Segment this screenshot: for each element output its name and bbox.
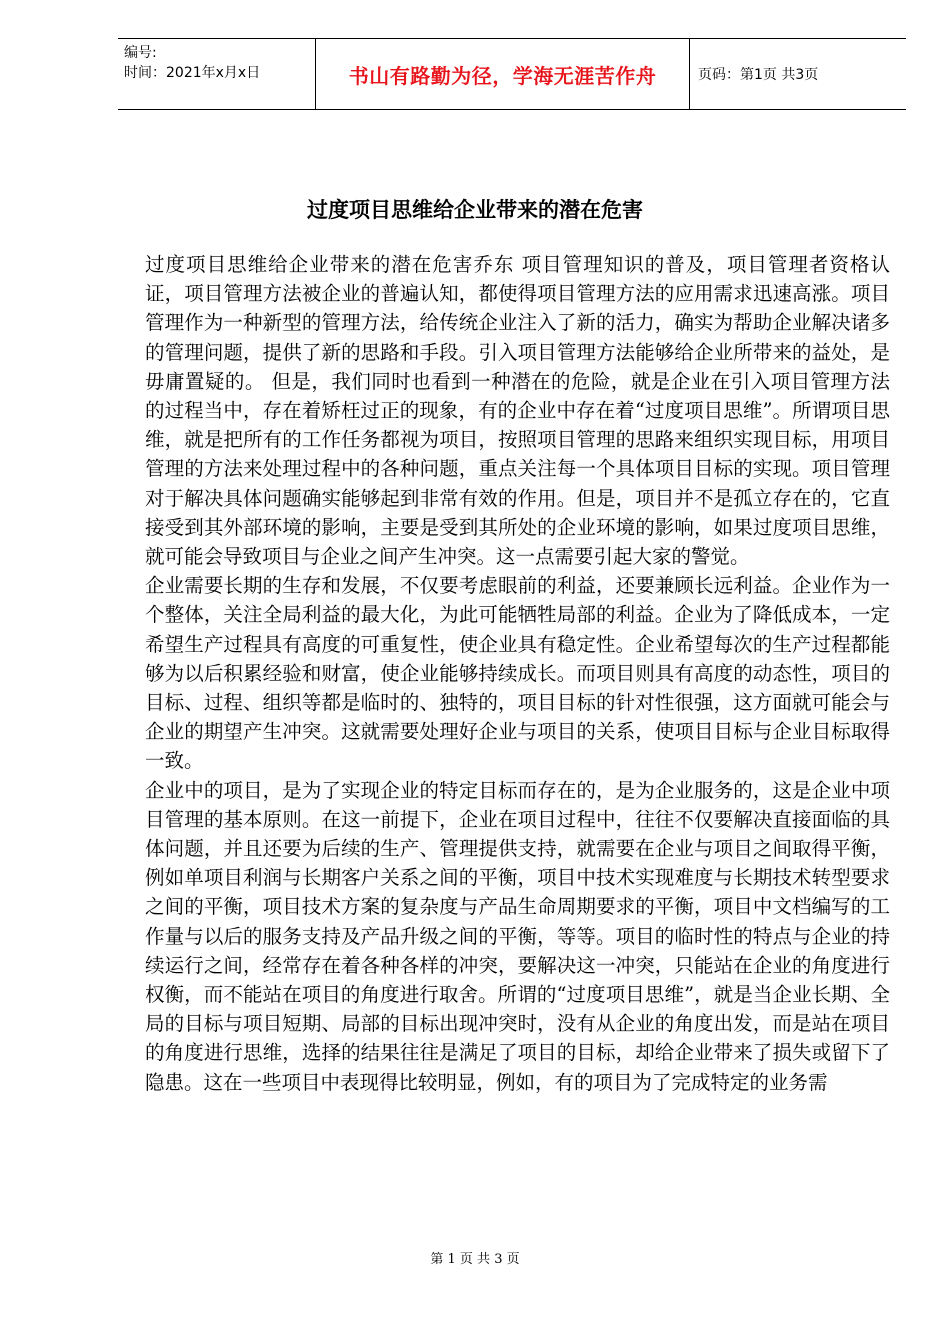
- document-number-label: 编号:: [124, 45, 157, 61]
- header-motto-cell: [316, 39, 690, 109]
- page-footer: 第 1 页 共 3 页: [430, 1252, 520, 1267]
- body-paragraph: 企业需要长期的生存和发展，不仅要考虑眼前的利益，还要兼顾长远利益。企业作为一个整体，关注全局利益的最大化，为此可能牺牲局部的利益。企业为了降低成本，一定希望生产过程具有高度的可重复性，使企业具有稳定性。企业希望每次的生产过程都能够为以后积累经验和财富，使企业能够持续成长。而项目则具有高度的动态性，项目的目标、过程、组织等都是临时的、独特的，项目目标的针对性很强，这方面就可能会与企业的期望产生冲突。这就需要处理好企业与项目的关系，使项目目标与企业目标取得一致。: [145, 574, 890, 773]
- header-table: [118, 38, 906, 110]
- header-motto: 书山有路勤为径，学海无涯苦作舟: [348, 63, 657, 88]
- document-title: 过度项目思维给企业带来的潜在危害: [307, 198, 643, 222]
- body-paragraph: 过度项目思维给企业带来的潜在危害乔东 项目管理知识的普及，项目管理者资格认证，项目管理方法被企业的普遍认知，都使得项目管理方法的应用需求迅速高涨。项目管理作为一种新型的管理方法，给传统企业注入了新的活力，确实为帮助企业解决诸多的管理问题，提供了新的思路和手段。引入项目管理方法能够给企业所带来的益处，是毋庸置疑的。 但是，我们同时也看到一种潜在的危险，就是企业在引入项目管理方法的过程当中，存在着矫枉过正的现象，有的企业中存在着“过度项目思维”。所谓项目思维，就是把所有的工作任务都视为项目，按照项目管理的思路来组织实现目标，用项目管理的方法来处理过程中的各种问题，重点关注每一个具体项目目标的实现。项目管理对于解决具体问题确实能够起到非常有效的作用。但是，项目并不是孤立存在的，它直接受到其外部环境的影响，主要是受到其所处的企业环境的影响，如果过度项目思维，就可能会导致项目与企业之间产生冲突。这一点需要引起大家的警觉。: [145, 253, 890, 569]
- header-page-cell: [690, 39, 906, 109]
- document-time-label: 时间：2021年x月x日: [124, 65, 261, 81]
- document-body: [145, 250, 890, 1097]
- body-paragraph: 企业中的项目，是为了实现企业的特定目标而存在的，是为企业服务的，这是企业中项目管理的基本原则。在这一前提下，企业在项目过程中，往往不仅要解决直接面临的具体问题，并且还要为后续的生产、管理提供支持，就需要在企业与项目之间取得平衡，例如单项目利润与长期客户关系之间的平衡，项目中技术实现难度与长期技术转型要求之间的平衡，项目技术方案的复杂度与产品生命周期要求的平衡，项目中文档编写的工作量与以后的服务支持及产品升级之间的平衡，等等。项目的临时性的特点与企业的持续运行之间，经常存在着各种各样的冲突，要解决这一冲突，只能站在企业的角度进行权衡，而不能站在项目的角度进行取舍。所谓的“过度项目思维”，就是当企业长期、全局的目标与项目短期、局部的目标出现冲突时，没有从企业的角度出发，而是站在项目的角度进行思维，选择的结果往往是满足了项目的目标，却给企业带来了损失或留下了隐患。这在一些项目中表现得比较明显，例如，有的项目为了完成特定的业务需: [145, 778, 890, 1094]
- header-page-label: 页码：第1页 共3页: [698, 67, 819, 83]
- header-info-cell: [118, 39, 316, 109]
